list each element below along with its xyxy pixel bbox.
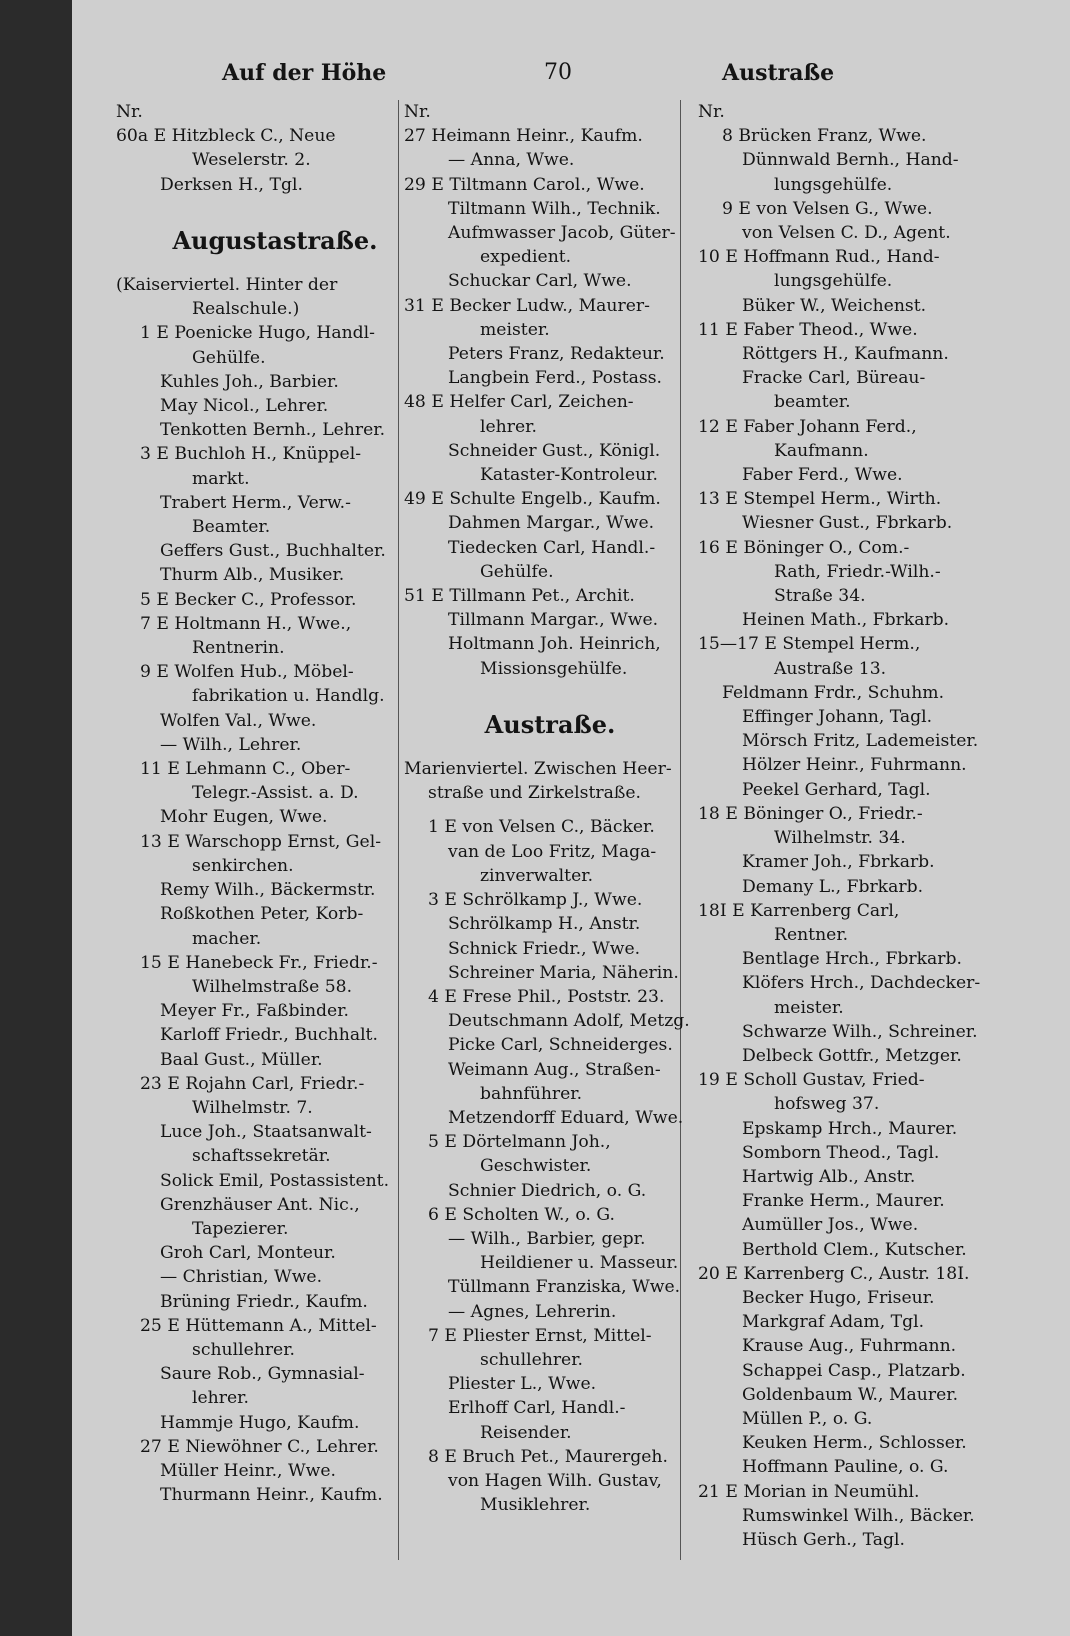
directory-line: beamter. — [774, 392, 851, 413]
directory-line: 29 E Tiltmann Carol., Wwe. — [404, 174, 645, 195]
header-left-street: Auf der Höhe — [222, 60, 387, 86]
directory-line: — Anna, Wwe. — [448, 150, 575, 171]
directory-line: Deutschmann Adolf, Metzg. — [448, 1011, 690, 1032]
directory-line: Beamter. — [192, 517, 271, 538]
directory-line: Müller Heinr., Wwe. — [160, 1460, 336, 1481]
directory-line: fabrikation u. Handlg. — [192, 686, 385, 707]
directory-line: Wiesner Gust., Fbrkarb. — [742, 513, 953, 534]
directory-line: Pliester L., Wwe. — [448, 1374, 597, 1395]
directory-line: — Christian, Wwe. — [160, 1267, 323, 1288]
directory-line: 11 E Faber Theod., Wwe. — [698, 319, 918, 340]
directory-line: 48 E Helfer Carl, Zeichen- — [404, 392, 634, 413]
header-right-street: Austraße — [722, 60, 835, 86]
directory-line: Nr. — [404, 102, 431, 122]
directory-line: Heildiener u. Masseur. — [480, 1253, 679, 1274]
directory-line: 9 E Wolfen Hub., Möbel- — [140, 662, 354, 683]
directory-line: Becker Hugo, Friseur. — [742, 1287, 935, 1308]
directory-line: Straße 34. — [774, 586, 866, 607]
page-header — [72, 52, 1070, 92]
directory-line: Kuhles Joh., Barbier. — [160, 371, 339, 392]
directory-line: Delbeck Gottfr., Metzger. — [742, 1045, 962, 1066]
directory-line: Schrölkamp H., Anstr. — [448, 914, 641, 935]
directory-line: Rath, Friedr.-Wilh.- — [774, 561, 941, 582]
directory-line: bahnführer. — [480, 1083, 583, 1104]
directory-line: lehrer. — [480, 416, 537, 437]
spacer — [404, 805, 696, 815]
directory-line: 7 E Pliester Ernst, Mittel- — [428, 1325, 652, 1346]
directory-line: meister. — [480, 319, 550, 340]
directory-line: 27 E Niewöhner C., Lehrer. — [140, 1436, 379, 1457]
directory-line: Luce Joh., Staatsanwalt- — [160, 1122, 372, 1143]
directory-line: Meyer Fr., Faßbinder. — [160, 1001, 349, 1022]
directory-line: (Kaiserviertel. Hinter der — [116, 275, 338, 296]
directory-line: 25 E Hüttemann A., Mittel- — [140, 1315, 377, 1336]
directory-line: Markgraf Adam, Tgl. — [742, 1312, 925, 1333]
directory-line: 16 E Böninger O., Com.- — [698, 537, 910, 558]
directory-line: Langbein Ferd., Postass. — [448, 368, 662, 389]
directory-line: Tiltmann Wilh., Technik. — [448, 198, 661, 219]
directory-line: Groh Carl, Monteur. — [160, 1243, 336, 1264]
directory-line: lungsgehülfe. — [774, 271, 893, 292]
directory-line: 4 E Frese Phil., Poststr. 23. — [428, 986, 665, 1007]
directory-line: Peekel Gerhard, Tagl. — [742, 779, 931, 800]
directory-line: schullehrer. — [480, 1349, 583, 1370]
directory-line: Wilhelmstraße 58. — [192, 976, 353, 997]
street-heading: Augustastraße. — [172, 225, 378, 255]
directory-line: Rentnerin. — [192, 638, 285, 659]
directory-line: 60a E Hitzbleck C., Neue — [116, 126, 336, 147]
directory-line: Rumswinkel Wilh., Bäcker. — [742, 1505, 975, 1526]
directory-line: 49 E Schulte Engelb., Kaufm. — [404, 489, 661, 510]
directory-line: Berthold Clem., Kutscher. — [742, 1239, 967, 1260]
directory-line: 3 E Buchloh H., Knüppel- — [140, 444, 362, 465]
directory-line: 13 E Stempel Herm., Wirth. — [698, 489, 942, 510]
directory-line: Aumüller Jos., Wwe. — [742, 1215, 919, 1236]
directory-line: 11 E Lehmann C., Ober- — [140, 759, 351, 780]
directory-line: Weselerstr. 2. — [192, 150, 311, 171]
directory-line: straße und Zirkelstraße. — [428, 783, 641, 804]
directory-line: lehrer. — [192, 1388, 249, 1409]
directory-line: 15 E Hanebeck Fr., Friedr.- — [140, 952, 378, 973]
directory-line: Dahmen Margar., Wwe. — [448, 513, 655, 534]
directory-line: Epskamp Hrch., Maurer. — [742, 1118, 958, 1139]
directory-line: lungsgehülfe. — [774, 174, 893, 195]
directory-line: Krause Aug., Fuhrmann. — [742, 1336, 957, 1357]
directory-line: Grenzhäuser Ant. Nic., — [160, 1194, 360, 1215]
column-1 — [116, 100, 434, 1507]
directory-line: Holtmann Joh. Heinrich, — [448, 634, 661, 655]
directory-line: 1 E von Velsen C., Bäcker. — [428, 817, 655, 838]
directory-line: Wilhelmstr. 34. — [774, 828, 906, 849]
directory-line: 8 E Bruch Pet., Maurergeh. — [428, 1446, 668, 1467]
directory-line: — Agnes, Lehrerin. — [448, 1301, 617, 1322]
directory-line: 7 E Holtmann H., Wwe., — [140, 613, 352, 634]
directory-line: Wilhelmstr. 7. — [192, 1097, 313, 1118]
directory-line: 27 Heimann Heinr., Kaufm. — [404, 126, 643, 147]
directory-line: senkirchen. — [192, 855, 294, 876]
directory-line: 51 E Tillmann Pet., Archit. — [404, 586, 635, 607]
directory-line: 23 E Rojahn Carl, Friedr.- — [140, 1073, 365, 1094]
directory-line: Brüning Friedr., Kaufm. — [160, 1291, 368, 1312]
directory-line: Rentner. — [774, 924, 849, 945]
directory-line: Kaufmann. — [774, 440, 869, 461]
directory-line: Nr. — [698, 102, 725, 122]
directory-line: Baal Gust., Müller. — [160, 1049, 323, 1070]
directory-line: von Velsen C. D., Agent. — [742, 223, 951, 244]
directory-line: von Hagen Wilh. Gustav, — [448, 1470, 662, 1491]
directory-line: Picke Carl, Schneiderges. — [448, 1035, 673, 1056]
page-number: 70 — [544, 60, 572, 85]
directory-line: Tillmann Margar., Wwe. — [448, 610, 659, 631]
directory-line: Büker W., Weichenst. — [742, 295, 927, 316]
directory-line: Karloff Friedr., Buchhalt. — [160, 1025, 378, 1046]
directory-line: Telegr.-Assist. a. D. — [192, 783, 359, 804]
directory-line: Klöfers Hrch., Dachdecker- — [742, 973, 981, 994]
directory-line: — Wilh., Lehrer. — [160, 734, 302, 755]
directory-line: Remy Wilh., Bäckermstr. — [160, 880, 376, 901]
directory-line: Tapezierer. — [192, 1218, 289, 1239]
directory-line: Saure Rob., Gymnasial- — [160, 1364, 365, 1385]
directory-line: van de Loo Fritz, Maga- — [448, 841, 657, 862]
directory-line: zinverwalter. — [480, 865, 594, 886]
directory-page — [72, 0, 1070, 1636]
directory-line: Thurmann Heinr., Kaufm. — [160, 1485, 383, 1506]
directory-line: hofsweg 37. — [774, 1094, 880, 1115]
directory-line: Gehülfe. — [192, 347, 266, 368]
directory-line: — Wilh., Barbier, gepr. — [448, 1228, 646, 1249]
directory-line: Thurm Alb., Musiker. — [160, 565, 345, 586]
directory-line: Roßkothen Peter, Korb- — [160, 904, 364, 925]
directory-line: Müllen P., o. G. — [742, 1408, 873, 1429]
directory-line: Kataster-Kontroleur. — [480, 465, 658, 486]
directory-line: 21 E Morian in Neumühl. — [698, 1481, 920, 1502]
directory-line: Mörsch Fritz, Lademeister. — [742, 731, 979, 752]
directory-line: Kramer Joh., Fbrkarb. — [742, 852, 935, 873]
directory-line: 5 E Dörtelmann Joh., — [428, 1132, 611, 1153]
directory-line: Tüllmann Franziska, Wwe. — [448, 1277, 681, 1298]
directory-line: Missionsgehülfe. — [480, 658, 628, 679]
directory-line: Röttgers H., Kaufmann. — [742, 344, 949, 365]
directory-line: Dünnwald Bernh., Hand- — [742, 150, 959, 171]
directory-line: Keuken Herm., Schlosser. — [742, 1433, 967, 1454]
directory-line: 31 E Becker Ludw., Maurer- — [404, 295, 650, 316]
directory-line: Hartwig Alb., Anstr. — [742, 1166, 916, 1187]
directory-line: 5 E Becker C., Professor. — [140, 589, 357, 610]
directory-line: Wolfen Val., Wwe. — [160, 710, 317, 731]
directory-line: Schappei Casp., Platzarb. — [742, 1360, 966, 1381]
directory-line: schaftssekretär. — [192, 1146, 331, 1167]
directory-line: Mohr Eugen, Wwe. — [160, 807, 328, 828]
directory-line: Peters Franz, Redakteur. — [448, 344, 665, 365]
directory-line: 9 E von Velsen G., Wwe. — [722, 198, 933, 219]
directory-line: 20 E Karrenberg C., Austr. 18I. — [698, 1263, 970, 1284]
directory-line: 8 Brücken Franz, Wwe. — [722, 126, 927, 147]
directory-line: Goldenbaum W., Maurer. — [742, 1384, 959, 1405]
directory-line: Tiedecken Carl, Handl.- — [448, 537, 656, 558]
directory-line: macher. — [192, 928, 262, 949]
directory-line: Weimann Aug., Straßen- — [448, 1059, 661, 1080]
directory-line: expedient. — [480, 247, 572, 268]
directory-line: Aufmwasser Jacob, Güter- — [448, 223, 676, 244]
directory-line: schullehrer. — [192, 1339, 295, 1360]
directory-line: 15—17 E Stempel Herm., — [698, 634, 921, 655]
directory-line: Bentlage Hrch., Fbrkarb. — [742, 949, 962, 970]
directory-line: Nr. — [116, 102, 143, 122]
directory-line: Hölzer Heinr., Fuhrmann. — [742, 755, 967, 776]
directory-line: Derksen H., Tgl. — [160, 174, 303, 195]
directory-line: Hammje Hugo, Kaufm. — [160, 1412, 360, 1433]
directory-line: markt. — [192, 468, 250, 489]
directory-line: Geffers Gust., Buchhalter. — [160, 541, 386, 562]
directory-line: Gehülfe. — [480, 561, 554, 582]
directory-line: Somborn Theod., Tagl. — [742, 1142, 940, 1163]
directory-line: Effinger Johann, Tagl. — [742, 707, 933, 728]
directory-line: 6 E Scholten W., o. G. — [428, 1204, 615, 1225]
directory-line: Tenkotten Bernh., Lehrer. — [160, 420, 386, 441]
directory-line: Reisender. — [480, 1422, 572, 1443]
directory-line: Hoffmann Pauline, o. G. — [742, 1457, 949, 1478]
directory-line: Schnick Friedr., Wwe. — [448, 938, 641, 959]
directory-line: Schneider Gust., Königl. — [448, 440, 661, 461]
directory-line: 19 E Scholl Gustav, Fried- — [698, 1070, 925, 1091]
directory-line: Metzendorff Eduard, Wwe. — [448, 1107, 684, 1128]
directory-line: 18I E Karrenberg Carl, — [698, 900, 900, 921]
directory-line: meister. — [774, 997, 844, 1018]
directory-line: Solick Emil, Postassistent. — [160, 1170, 390, 1191]
directory-line: Musiklehrer. — [480, 1495, 591, 1516]
directory-line: Franke Herm., Maurer. — [742, 1191, 945, 1212]
directory-line: Heinen Math., Fbrkarb. — [742, 610, 950, 631]
directory-line: Feldmann Frdr., Schuhm. — [722, 682, 945, 703]
directory-line: Hüsch Gerh., Tagl. — [742, 1529, 905, 1550]
directory-line: 3 E Schrölkamp J., Wwe. — [428, 890, 643, 911]
directory-line: Geschwister. — [480, 1156, 592, 1177]
directory-line: Austraße 13. — [774, 658, 887, 679]
directory-line: Schwarze Wilh., Schreiner. — [742, 1021, 978, 1042]
directory-line: Erlhoff Carl, Handl.- — [448, 1398, 626, 1419]
directory-line: Fracke Carl, Büreau- — [742, 368, 926, 389]
directory-line: Demany L., Fbrkarb. — [742, 876, 924, 897]
directory-line: Trabert Herm., Verw.- — [160, 492, 351, 513]
directory-line: 12 E Faber Johann Ferd., — [698, 416, 917, 437]
column-3 — [698, 100, 1022, 1552]
directory-line: Realschule.) — [192, 299, 300, 320]
directory-line: May Nicol., Lehrer. — [160, 396, 329, 417]
directory-line: 10 E Hoffmann Rud., Hand- — [698, 247, 940, 268]
directory-line: Schnier Diedrich, o. G. — [448, 1180, 647, 1201]
street-heading: Austraße. — [484, 709, 616, 739]
directory-line: 1 E Poenicke Hugo, Handl- — [140, 323, 375, 344]
directory-line: Schuckar Carl, Wwe. — [448, 271, 632, 292]
column-2 — [404, 100, 696, 1517]
directory-line: Faber Ferd., Wwe. — [742, 465, 903, 486]
directory-line: 13 E Warschopp Ernst, Gel- — [140, 831, 382, 852]
directory-line: 18 E Böninger O., Friedr.- — [698, 803, 923, 824]
directory-line: Schreiner Maria, Näherin. — [448, 962, 679, 983]
directory-line: Marienviertel. Zwischen Heer- — [404, 759, 672, 780]
